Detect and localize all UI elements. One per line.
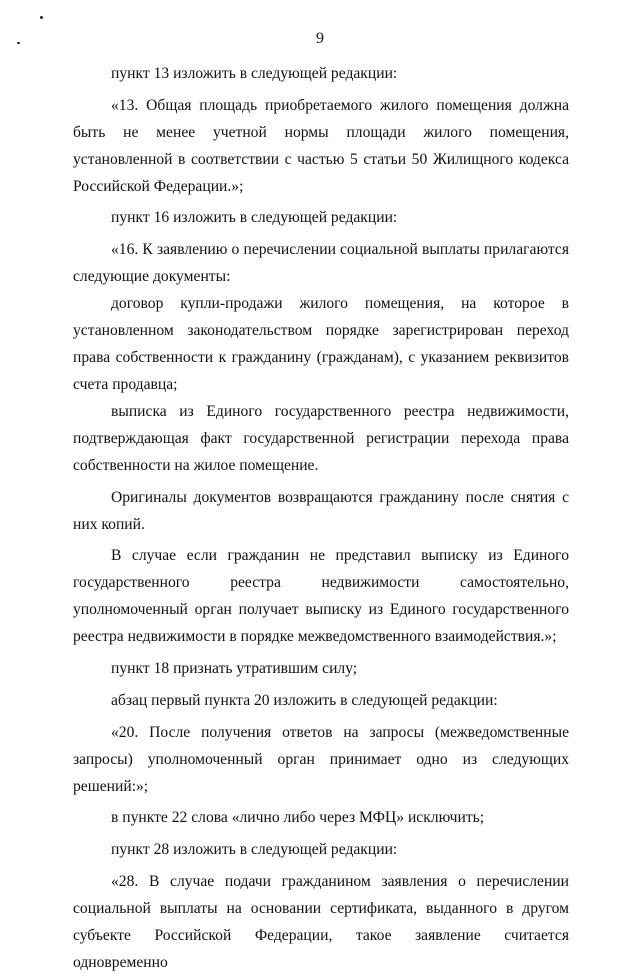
paragraph: В случае если гражданин не представил выписку из Единого государственного реестра недвижимости самостоятельно, уполномоченный орган получает выписку из Единого государственного реестра недвижимости в порядке межведомственного взаимодействия.»; [73,547,569,646]
paragraph: пункт 18 признать утратившим силу; [111,660,358,678]
paragraph: «16. К заявлению о перечислении социальной выплаты прилагаются следующие документы: [73,241,569,286]
paragraph: «13. Общая площадь приобретаемого жилого помещения должна быть не менее учетной нормы площади жилого помещения, установленной в соответствии с частью 5 статьи 50 Жилищного кодекса Российской Федерации.»; [73,96,569,195]
document-body [73,60,569,980]
paragraph: выписка из Единого государственного реестра недвижимости, подтверждающая факт государственной регистрации перехода права собственности на жилое помещение. [73,403,569,475]
paragraph: пункт 16 изложить в следующей редакции: [111,209,398,227]
paragraph: «28. В случае подачи гражданином заявления о перечислении социальной выплаты на основании сертификата, выданного в другом субъекте Российской Федерации, такое заявление считается одновременно [73,872,569,971]
paragraph: Оригиналы документов возвращаются гражданину после снятия с них копий. [73,488,569,533]
paragraph: договор купли-продажи жилого помещения, на которое в установленном законодательством порядке зарегистрирован переход права собственности к гражданину (гражданам), с указанием реквизитов счета продавца; [73,295,569,394]
paragraph: «20. После получения ответов на запросы (межведомственные запросы) уполномоченный орган принимает одно из следующих решений:»; [73,723,569,795]
paragraph: в пункте 22 слова «лично либо через МФЦ» исключить; [111,809,485,827]
paragraph: абзац первый пункта 20 изложить в следующей редакции: [111,691,498,709]
paragraph: пункт 28 изложить в следующей редакции: [111,840,398,858]
page-number: 9 [316,30,324,47]
paragraph: пункт 13 изложить в следующей редакции: [111,65,398,82]
scan-speck [40,16,43,19]
